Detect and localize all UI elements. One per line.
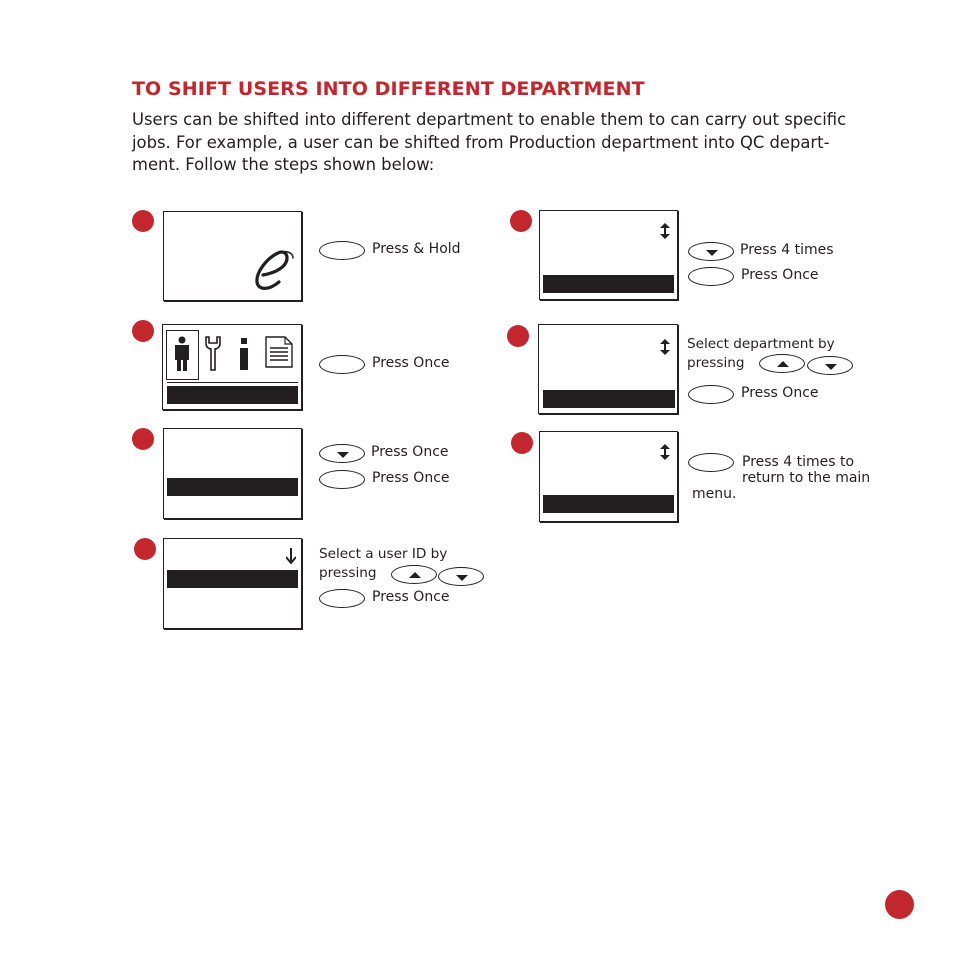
step-instruction: Press Once [372, 355, 450, 371]
document-icon [265, 336, 293, 368]
menu-key[interactable] [688, 453, 734, 472]
step-marker [132, 320, 154, 342]
step-marker [132, 210, 154, 232]
divider [167, 382, 298, 383]
lcd-screen [163, 428, 302, 519]
down-arrow-icon [320, 445, 366, 464]
lcd-screen [163, 538, 302, 629]
menu-key[interactable] [319, 355, 365, 374]
step-marker [511, 432, 533, 454]
menu-key[interactable] [688, 385, 734, 404]
scroll-up-down-icon [659, 338, 671, 356]
up-arrow-icon [760, 355, 806, 374]
up-arrow-key[interactable] [391, 565, 437, 584]
step-instruction: menu. [692, 486, 737, 502]
highlight-bar [167, 478, 298, 496]
down-arrow-key[interactable] [438, 567, 484, 586]
highlight-bar [543, 495, 674, 513]
scroll-down-icon [286, 548, 296, 564]
highlight-bar [543, 275, 674, 293]
down-arrow-icon [439, 568, 485, 587]
highlight-bar [167, 570, 298, 588]
step-instruction: Press Once [741, 385, 819, 401]
up-arrow-icon [392, 566, 438, 585]
scroll-up-down-icon [659, 443, 671, 461]
step-marker [134, 538, 156, 560]
info-icon [238, 336, 250, 372]
menu-key[interactable] [688, 267, 734, 286]
highlight-bar [543, 390, 675, 408]
page-number-marker [885, 890, 914, 919]
lcd-screen [162, 324, 302, 410]
menu-key[interactable] [319, 589, 365, 608]
step-instruction: Select department by [687, 336, 835, 352]
step-instruction: pressing [319, 565, 377, 581]
down-arrow-icon [689, 243, 735, 262]
highlight-bar [167, 386, 298, 404]
e-logo-icon [249, 249, 299, 293]
down-arrow-key[interactable] [688, 242, 734, 261]
step-instruction: Press 4 times to [742, 454, 855, 470]
step-instruction: Select a user ID by [319, 546, 448, 562]
down-arrow-key[interactable] [807, 356, 853, 375]
step-marker [510, 210, 532, 232]
step-instruction: Press Once [741, 267, 819, 283]
step-instruction: return to the main [742, 470, 871, 486]
menu-key[interactable] [319, 241, 365, 260]
scroll-up-down-icon [659, 222, 671, 240]
wrench-icon [203, 336, 223, 372]
intro-line: jobs. For example, a user can be shifted from Production department into QC depart- [132, 132, 830, 152]
lcd-screen [539, 431, 678, 522]
down-arrow-icon [808, 357, 854, 376]
step-instruction: Press Once [372, 589, 450, 605]
step-instruction: Press & Hold [372, 241, 461, 257]
step-instruction: Press Once [371, 444, 449, 460]
intro-line: ment. Follow the steps shown below: [132, 155, 435, 174]
intro-paragraph [132, 109, 872, 177]
step-instruction: Press Once [372, 470, 450, 486]
lcd-screen [539, 210, 678, 300]
page-title: TO SHIFT USERS INTO DIFFERENT DEPARTMENT [132, 78, 645, 100]
up-arrow-key[interactable] [759, 354, 805, 373]
lcd-screen [163, 211, 302, 301]
step-instruction: Press 4 times [740, 242, 834, 258]
step-instruction: pressing [687, 355, 745, 371]
user-icon [172, 336, 192, 372]
step-marker [507, 325, 529, 347]
down-arrow-key[interactable] [319, 444, 365, 463]
intro-line: Users can be shifted into different department to enable them to can carry out specific [132, 110, 847, 129]
lcd-screen [538, 324, 678, 414]
menu-key[interactable] [319, 470, 365, 489]
step-marker [132, 428, 154, 450]
